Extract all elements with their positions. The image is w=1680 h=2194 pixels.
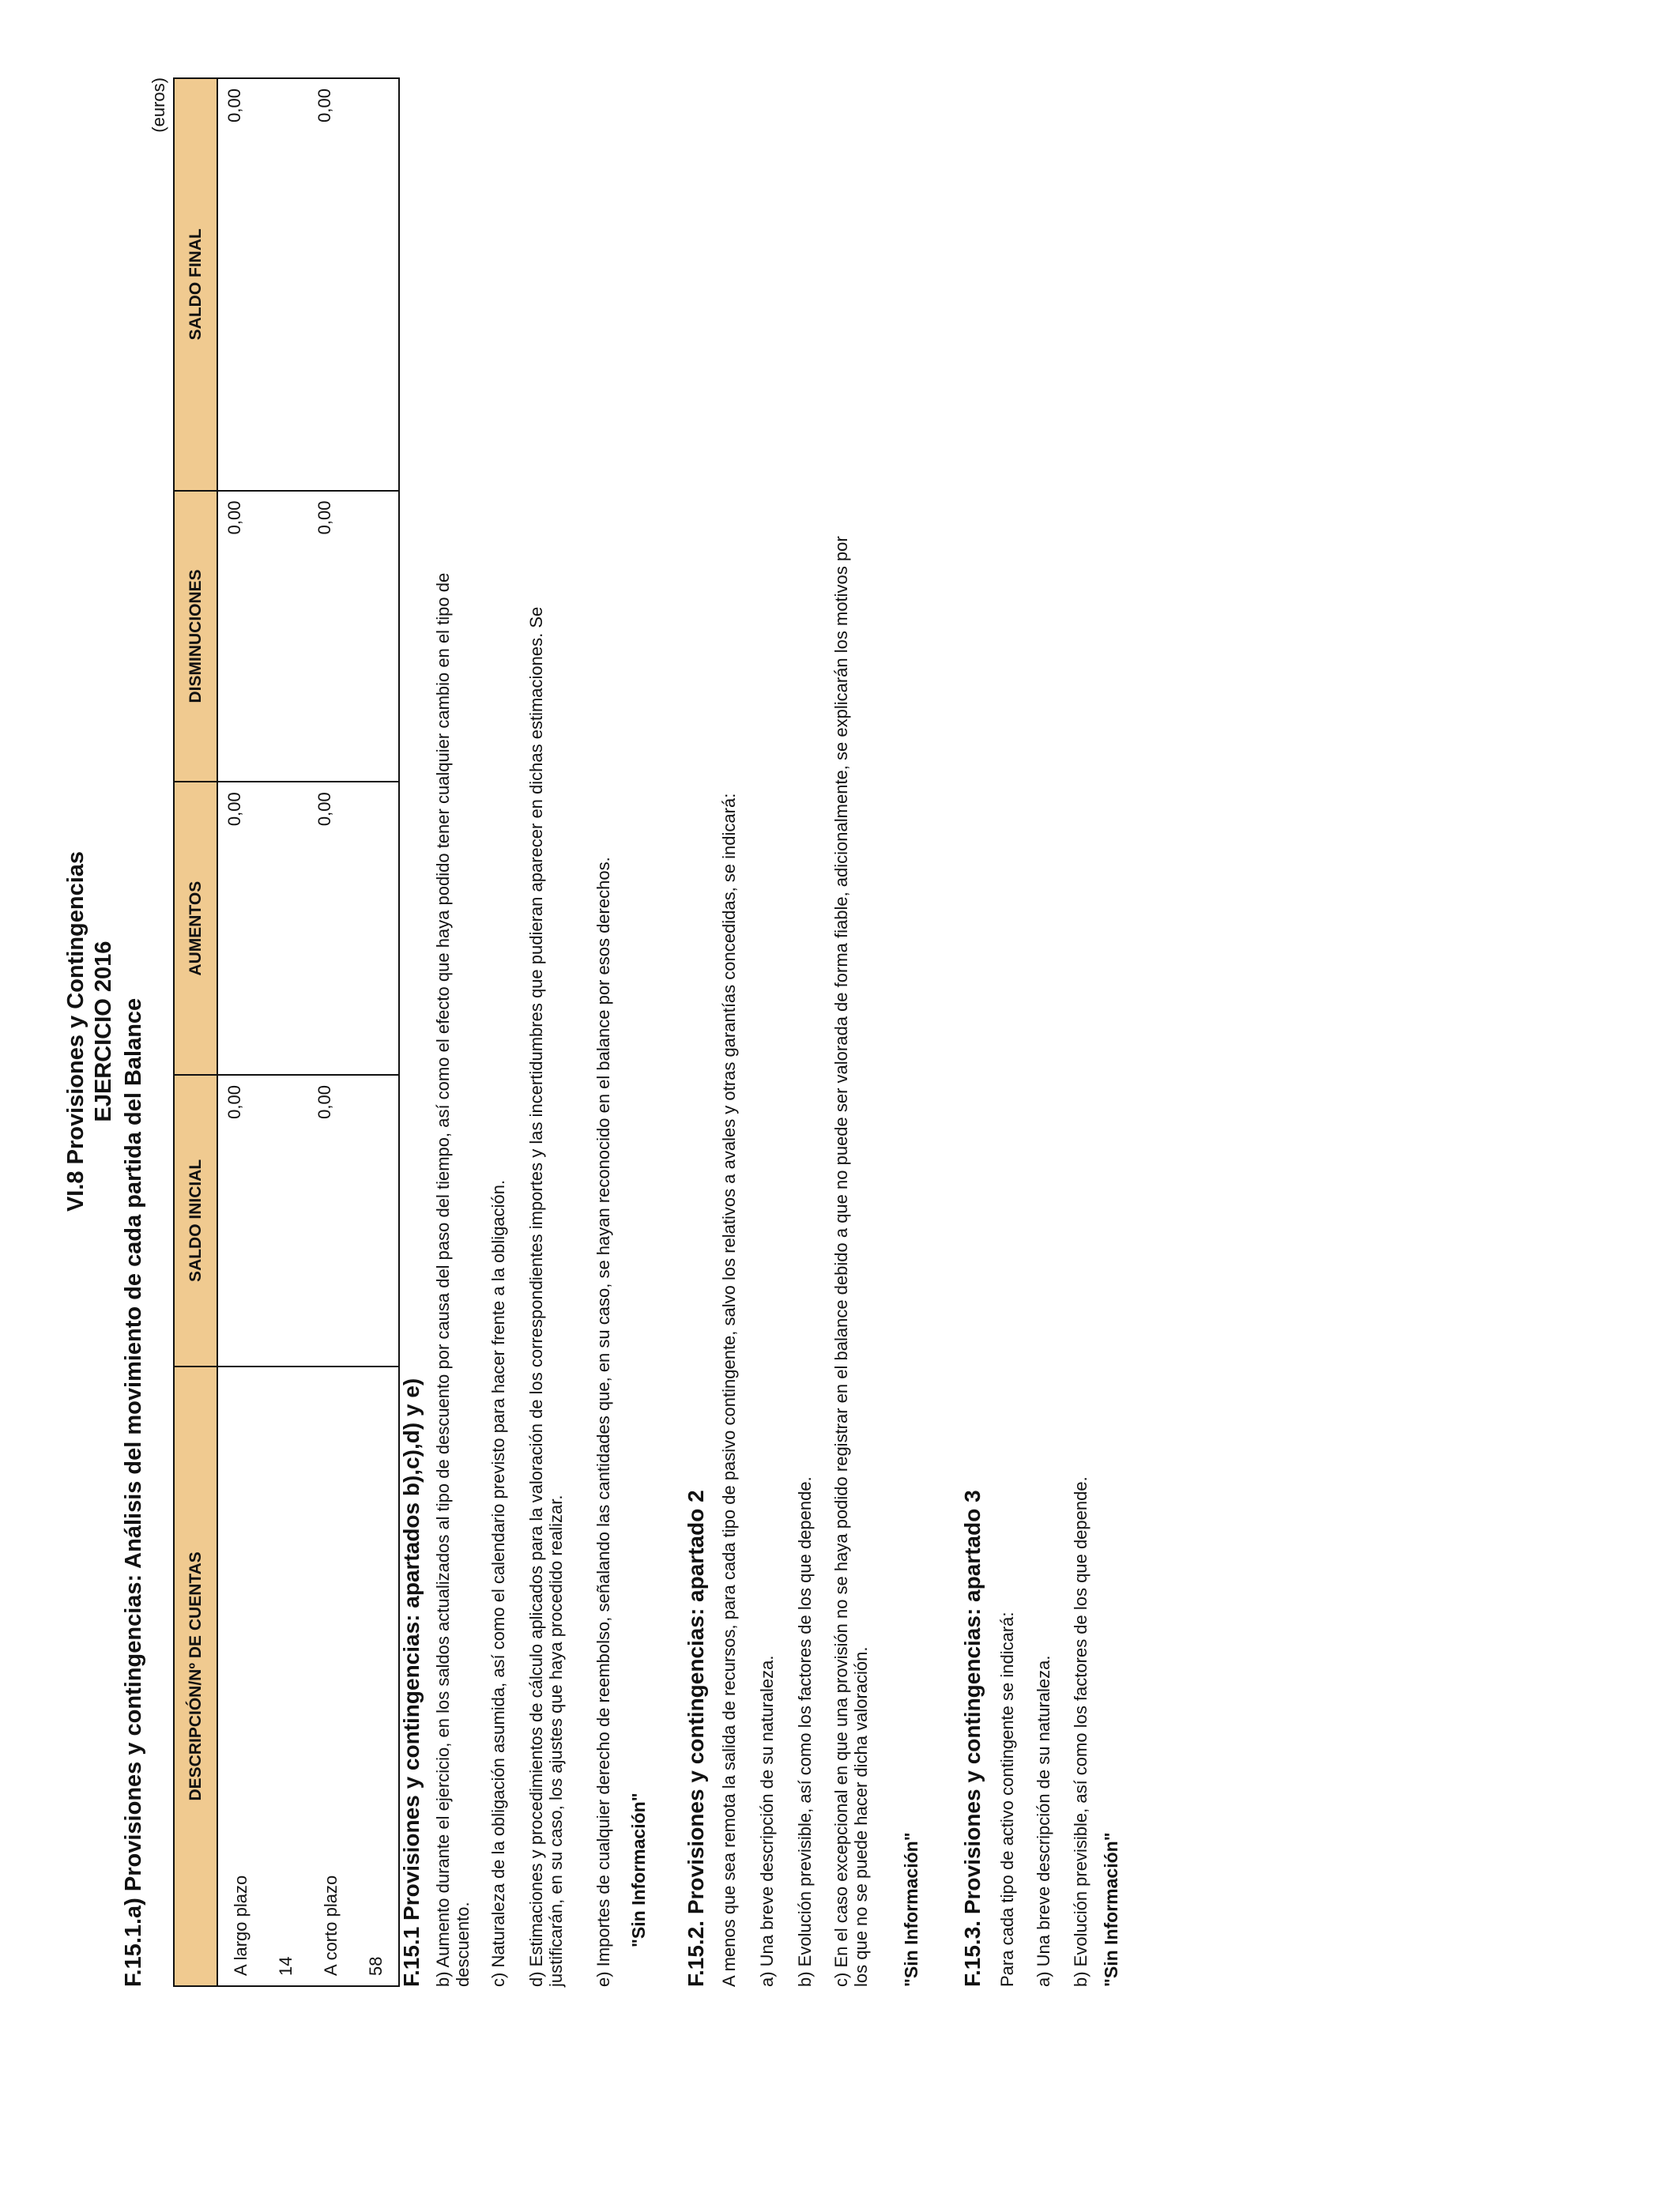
section3-heading: F.15.3. Provisiones y contingencias: apartado 3 — [960, 1490, 985, 1987]
table-row — [308, 78, 353, 1986]
table-row — [263, 78, 308, 1986]
cell-description: 14 — [263, 1367, 308, 1986]
section3-no-info: "Sin Información" — [1101, 1832, 1121, 1987]
section1-item-d-line2: justificarán, en su caso, los ajustes que haya procedido realizar. — [546, 1495, 566, 1987]
cell-aumentos — [353, 782, 399, 1075]
table-row — [217, 78, 263, 1986]
section3-item-b: b) Evolución previsible, así como los factores de los que depende. — [1071, 1476, 1090, 1987]
cell-saldo-inicial: 0,00 — [308, 1075, 353, 1367]
cell-disminuciones — [353, 491, 399, 782]
page-title: VI.8 Provisiones y Contingencias — [63, 850, 89, 1212]
cell-saldo-final: 0,00 — [308, 78, 353, 491]
cell-aumentos — [263, 782, 308, 1075]
cell-description: A largo plazo — [217, 1367, 263, 1986]
section1-item-d-line1: d) Estimaciones y procedimientos de cálculo aplicados para la valoración de los correspondientes importes y las incertidumbres que pudieran aparecer en dichas estimaciones. Se — [526, 606, 546, 1987]
cell-saldo-final: 0,00 — [217, 78, 263, 491]
section2-item-a: a) Una breve descripción de su naturaleza. — [757, 1655, 777, 1987]
section3-intro: Para cada tipo de activo contingente se indicará: — [997, 1612, 1017, 1987]
cell-disminuciones: 0,00 — [217, 491, 263, 782]
section2-heading: F.15.2. Provisiones y contingencias: apartado 2 — [684, 1490, 708, 1987]
section1-heading: F.15.1 Provisiones y contingencias: apartados b),c),d) y e) — [399, 1378, 424, 1987]
section2-no-info: "Sin Información" — [901, 1832, 921, 1987]
section1-item-b-line1: b) Aumento durante el ejercicio, en los saldos actualizados al tipo de descuento por causa del paso del tiempo, así como el efecto que haya podido tener cualquier cambio en el tipo de — [433, 572, 453, 1987]
cell-description: A corto plazo — [308, 1367, 353, 1986]
cell-disminuciones — [263, 491, 308, 782]
section1-item-e: e) Importes de cualquier derecho de reembolso, señalando las cantidades que, en su caso, se hayan reconocido en el balance por esos derechos. — [593, 857, 613, 1987]
col-header-saldo-inicial: SALDO INICIAL — [174, 1075, 217, 1367]
section1-no-info: "Sin Información" — [628, 1793, 649, 1947]
col-header-saldo-final: SALDO FINAL — [174, 78, 217, 491]
units-label: (euros) — [149, 77, 168, 133]
cell-saldo-final — [353, 78, 399, 491]
cell-aumentos: 0,00 — [308, 782, 353, 1075]
section2-item-c-line2: los que no se puede hacer dicha valoración. — [851, 1646, 871, 1987]
cell-saldo-inicial — [353, 1075, 399, 1367]
section2-item-c-line1: c) En el caso excepcional en que una provisión no se haya podido registrar en el balance debido a que no puede ser valorada de forma fiable, adicionalmente, se explicarán los motivos por — [831, 536, 851, 1987]
section1-item-b-line2: descuento. — [453, 1902, 473, 1987]
col-header-aumentos: AUMENTOS — [174, 782, 217, 1075]
section2-item-b: b) Evolución previsible, así como los factores de los que depende. — [795, 1476, 815, 1987]
section3-item-a: a) Una breve descripción de su naturaleza. — [1034, 1655, 1053, 1987]
page-subtitle: EJERCICIO 2016 — [91, 941, 116, 1122]
section2-intro: A menos que sea remota la salida de recursos, para cada tipo de pasivo contingente, salvo los relativos a avales y otras garantías concedidas, se indicará: — [719, 793, 739, 1987]
cell-description: 58 — [353, 1367, 399, 1986]
rotated-page — [55, 0, 1177, 2063]
cell-saldo-final — [263, 78, 308, 491]
table-header-row — [174, 78, 217, 1986]
table-row — [353, 78, 399, 1986]
cell-saldo-inicial — [263, 1075, 308, 1367]
provisions-table — [173, 77, 400, 1987]
col-header-description: DESCRIPCIÓN/Nº DE CUENTAS — [174, 1367, 217, 1986]
cell-saldo-inicial: 0,00 — [217, 1075, 263, 1367]
cell-aumentos: 0,00 — [217, 782, 263, 1075]
table-title: F.15.1.a) Provisiones y contingencias: Análisis del movimiento de cada partida del Balance — [121, 997, 146, 1987]
section1-item-c: c) Naturaleza de la obligación asumida, así como el calendario previsto para hacer frente a la obligación. — [488, 1179, 508, 1987]
col-header-disminuciones: DISMINUCIONES — [174, 491, 217, 782]
cell-disminuciones: 0,00 — [308, 491, 353, 782]
